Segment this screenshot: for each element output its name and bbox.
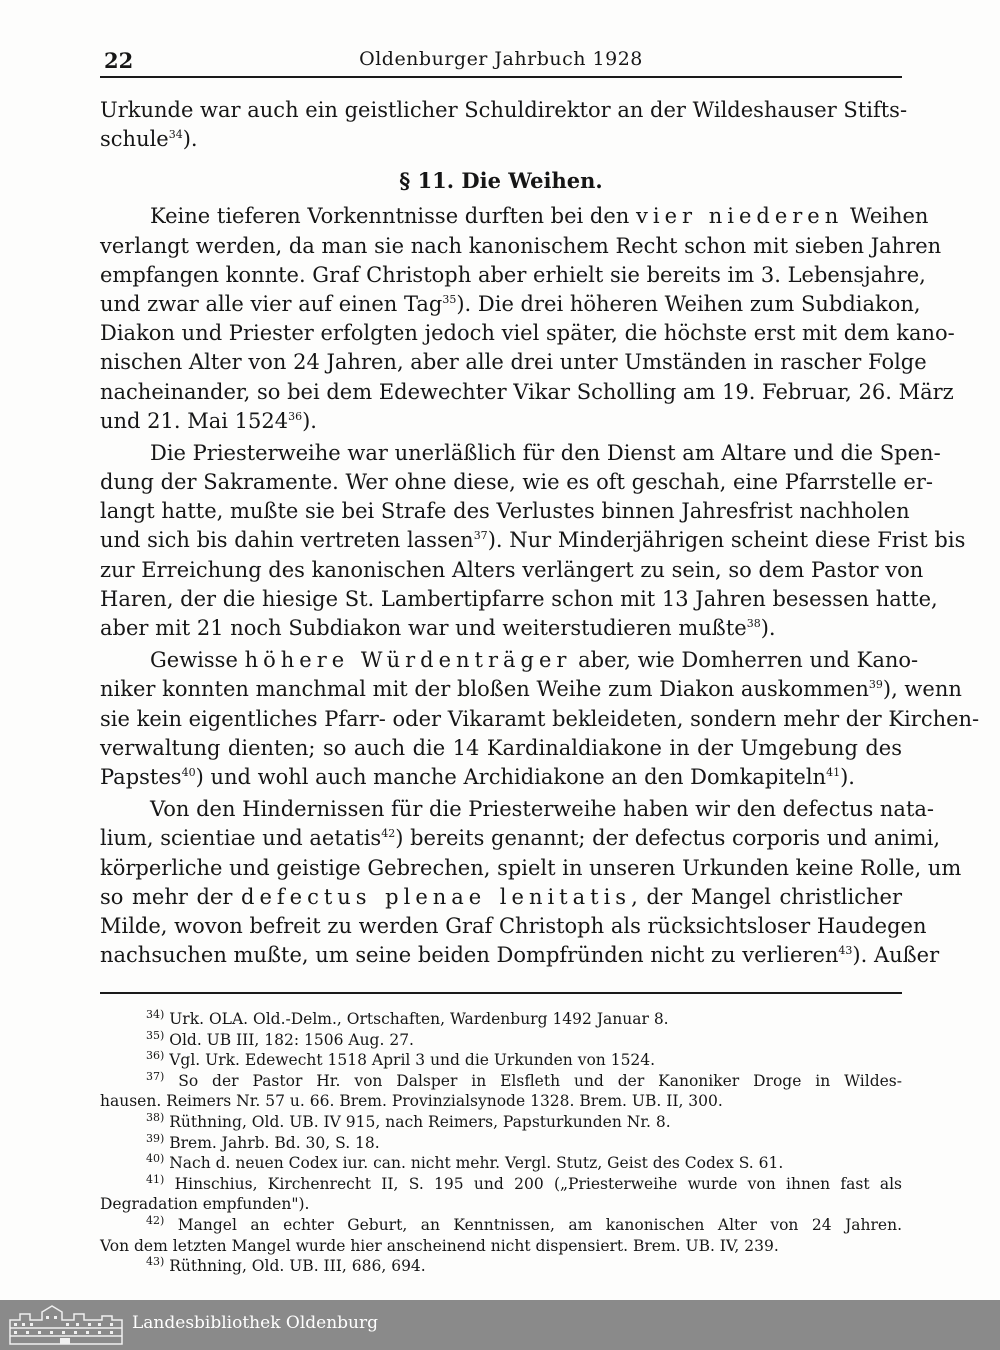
footnote: $^{34)}$ Urk. OLA. Old.-Delm., Ortschaften, Wardenburg 1492 Januar 8.: [146, 1007, 669, 1028]
footnote: $^{38)}$ Rüthning, Old. UB. IV 915, nach Reimers, Papsturkunden Nr. 8.: [146, 1110, 671, 1131]
library-name: Landesbibliothek Oldenburg: [132, 1313, 379, 1333]
footnote: $^{36)}$ Vgl. Urk. Edewecht 1518 April 3 und die Urkunden von 1524.: [146, 1049, 656, 1070]
library-footer-bar: [0, 1300, 1000, 1350]
running-title: Oldenburger Jahrbuch 1928: [359, 48, 643, 70]
text-line: nacheinander, so bei dem Edewechter Vikar Scholling am 19. Februar, 26. März: [100, 379, 954, 404]
footnote-continuation: Degradation empfunden").: [100, 1195, 310, 1214]
main-text: [100, 96, 980, 970]
text-line: Die Priesterweihe war unerläßlich für den Dienst am Altare und die Spen-: [150, 440, 941, 465]
text-line: verwaltung dienten; so auch die 14 Kardinaldiakone in der Umgebung des: [100, 735, 902, 760]
text-line: nachsuchen mußte, um seine beiden Dompfründen nicht zu verlieren$^{43}$). Außer: [100, 943, 940, 968]
footnote-continuation: hausen. Reimers Nr. 57 u. 66. Brem. Provinzialsynode 1328. Brem. UB. II, 300.: [100, 1092, 723, 1111]
text-line: Papstes$^{40}$) und wohl auch manche Archidiakone an den Domkapiteln$^{41}$).: [100, 764, 855, 789]
text-line: empfangen konnte. Graf Christoph aber erhielt sie bereits im 3. Lebensjahre,: [100, 262, 926, 287]
text-line: schule$^{34}$).: [100, 127, 198, 152]
text-line: Von den Hindernissen für die Priesterweihe haben wir den defectus nata-: [150, 797, 934, 822]
footnote: $^{41)}$ Hinschius, Kirchenrecht II, S. 195 und 200 („Priesterweihe wurde von ihnen fast als: [146, 1172, 902, 1193]
text-line: körperliche und geistige Gebrechen, spielt in unseren Urkunden keine Rolle, um: [100, 855, 962, 880]
footnote: $^{43)}$ Rüthning, Old. UB. III, 686, 694.: [146, 1254, 426, 1276]
text-line: langt hatte, mußte sie bei Strafe des Verlustes binnen Jahresfrist nachholen: [100, 499, 910, 524]
footnotes: [100, 1009, 902, 1277]
running-header: [100, 46, 902, 78]
text-line: dung der Sakramente. Wer ohne diese, wie es oft geschah, eine Pfarrstelle er-: [100, 470, 933, 495]
text-line: Keine tieferen Vorkenntnisse durften bei den vier niederen Weihen: [150, 204, 929, 229]
footnote: $^{35)}$ Old. UB III, 182: 1506 Aug. 27.: [146, 1028, 414, 1049]
footnote-divider: [100, 992, 902, 994]
text-line: und zwar alle vier auf einen Tag$^{35}$). Die drei höheren Weihen zum Subdiakon,: [100, 291, 921, 316]
text-line: und 21. Mai 1524$^{36}$).: [100, 408, 317, 433]
text-line: Gewisse höhere Würdenträger aber, wie Domherren und Kano-: [150, 648, 919, 673]
library-building-icon: [6, 1304, 126, 1346]
footnote-continuation: Von dem letzten Mangel wurde hier anscheinend nicht dispensiert. Brem. UB. IV, 239.: [100, 1236, 779, 1255]
text-line: Milde, wovon befreit zu werden Graf Christoph als rücksichtsloser Haudegen: [100, 913, 927, 938]
text-line: so mehr der defectus plenae lenitatis, der Mangel christlicher: [100, 884, 902, 909]
text-line: Diakon und Priester erfolgten jedoch viel später, die höchste erst mit dem kano-: [100, 321, 955, 346]
text-line: niker konnten manchmal mit der bloßen Weihe zum Diakon auskommen$^{39}$), wenn: [100, 677, 962, 702]
text-line: nischen Alter von 24 Jahren, aber alle drei unter Umständen in rascher Folge: [100, 350, 927, 375]
text-line: aber mit 21 noch Subdiakon war und weiterstudieren mußte$^{38}$).: [100, 616, 776, 640]
text-line: Haren, der die hiesige St. Lambertipfarre schon mit 13 Jahren besessen hatte,: [100, 586, 938, 611]
text-line: zur Erreichung des kanonischen Alters verlängert zu sein, so dem Pastor von: [100, 557, 924, 582]
text-line: sie kein eigentliches Pfarr- oder Vikaramt bekleideten, sondern mehr der Kirchen-: [100, 706, 980, 731]
section-heading: § 11. Die Weihen.: [399, 168, 603, 194]
text-line: Urkunde war auch ein geistlicher Schuldirektor an der Wildeshauser Stifts-: [100, 98, 908, 122]
page-number: 22: [104, 48, 134, 73]
footnote: $^{39)}$ Brem. Jahrb. Bd. 30, S. 18.: [146, 1131, 380, 1152]
footnote: $^{42)}$ Mangel an echter Geburt, an Kenntnissen, am kanonischen Alter von 24 Jahren.: [146, 1213, 902, 1234]
text-line: verlangt werden, da man sie nach kanonischem Recht schon mit sieben Jahren: [100, 233, 942, 258]
text-line: lium, scientiae und aetatis$^{42}$) bereits genannt; der defectus corporis und animi,: [100, 826, 940, 851]
footnote: $^{37)}$ So der Pastor Hr. von Dalsper in Elsfleth und der Kanoniker Droge in Wildes-: [146, 1069, 902, 1090]
text-line: und sich bis dahin vertreten lassen$^{37}$). Nur Minderjährigen scheint diese Frist bis: [100, 528, 966, 553]
footnote: $^{40)}$ Nach d. neuen Codex iur. can. nicht mehr. Vergl. Stutz, Geist des Codex S. 61.: [146, 1152, 784, 1173]
